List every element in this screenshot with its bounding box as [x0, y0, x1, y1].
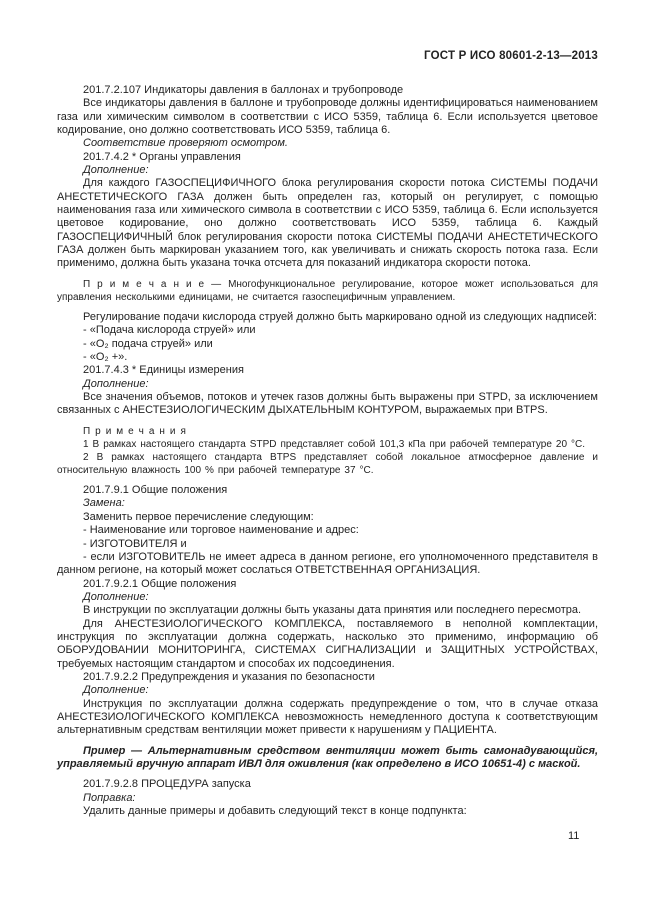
paragraph: Удалить данные примеры и добавить следующий текст в конце подпункта:	[83, 805, 467, 818]
amendment-label: Дополнение:	[83, 684, 149, 697]
note-item: 1 В рамках настоящего стандарта STPD представляет собой 101,3 кПа при рабочей температуре 20 °С.	[83, 438, 586, 450]
amendment-label: Поправка:	[83, 791, 136, 804]
list-item: - Наименование или торговое наименование и адрес:	[83, 524, 359, 537]
paragraph: Для АНЕСТЕЗИОЛОГИЧЕСКОГО КОМПЛЕКСА, поставляемого в неполной комплектации, инструкция по эксплуатации должна содержать, насколько это применимо, информацию об ОБОРУДОВАНИИ МОНИТОРИНГА, СИСТЕМАХ СИГНАЛИЗАЦИИ и ЗАЩИТНЫХ УСТРОЙСТВАХ, требуемых настоящим стандартом и способах их подсоединения.	[57, 617, 598, 670]
amendment-label: Дополнение:	[83, 164, 149, 177]
clause-heading: 201.7.9.2.1 Общие положения	[83, 577, 237, 590]
paragraph: Для каждого ГАЗОСПЕЦИФИЧНОГО блока регулирования скорости потока СИСТЕМЫ ПОДАЧИ АНЕСТЕТИЧЕСКОГО ГАЗА должен быть определен газ, который он регулирует, с помощью наименования газа или химического символа в соответствии с ИСО 5359, таблица 6. Если используется цветовое кодирование, оно должно соответствовать ИСО 5359, таблица 6. Каждый ГАЗОСПЕЦИФИЧНЫЙ блок регулирования скорости потока СИСТЕМЫ ПОДАЧИ АНЕСТЕТИЧЕСКОГО ГАЗА должен быть маркирован указанием того, как увеличивать и снижать скорость потока газа. Если применимо, должна быть указана точка отсчета для показаний индикатора скорости потока.	[57, 177, 598, 270]
notes-title: П р и м е ч а н и я	[83, 425, 187, 437]
list-item: - «О₂ +».	[83, 351, 128, 364]
document-body	[57, 84, 598, 818]
running-header: ГОСТ Р ИСО 80601-2-13—2013	[424, 50, 598, 62]
note-item: 2 В рамках настоящего стандарта BTPS представляет собой локальное атмосферное давление и относительную влажность 100 % при рабочей температуре 37 °С.	[57, 451, 598, 477]
clause-heading: 201.7.4.2 * Органы управления	[83, 150, 241, 163]
paragraph: Все индикаторы давления в баллоне и трубопроводе должны идентифицироваться наименованием газа или химическим символом в соответствии с ИСО 5359, таблица 6. Если используется цветовое кодирование, оно должно соответствовать ИСО 5359, таблица 6.	[57, 97, 598, 137]
amendment-label: Дополнение:	[83, 377, 149, 390]
clause-heading: 201.7.9.2.8 ПРОЦЕДУРА запуска	[83, 778, 251, 791]
list-item: - ИЗГОТОВИТЕЛЯ и	[83, 537, 187, 550]
list-item: - «Подача кислорода струей» или	[83, 324, 256, 337]
amendment-label: Замена:	[83, 497, 125, 510]
paragraph: - если ИЗГОТОВИТЕЛЬ не имеет адреса в данном регионе, его уполномоченного представителя в данном регионе, на который может сослаться ОТВЕТСТВЕННАЯ ОРГАНИЗАЦИЯ.	[57, 550, 598, 577]
list-item: - «О₂ подача струей» или	[83, 337, 213, 350]
paragraph: Все значения объемов, потоков и утечек газов должны быть выражены при STPD, за исключением связанных с АНЕСТЕЗИОЛОГИЧЕСКИМ ДЫХАТЕЛЬНЫМ КОНТУРОМ, выражаемых при BTPS.	[57, 391, 598, 417]
page-number: 11	[568, 830, 580, 842]
clause-heading: 201.7.9.2.2 Предупреждения и указания по безопасности	[83, 670, 375, 683]
clause-heading: 201.7.9.1 Общие положения	[83, 484, 228, 497]
paragraph: Заменить первое перечисление следующим:	[83, 510, 314, 523]
paragraph: Инструкция по эксплуатации должна содержать предупреждение о том, что в случае отказа АНЕСТЕЗИОЛОГИЧЕСКОГО КОМПЛЕКСА невозможность немедленного доступа к соответствующим альтернативным средствам вентиляции может привести к нарушениям у ПАЦИЕНТА.	[57, 697, 598, 737]
clause-heading: 201.7.4.3 * Единицы измерения	[83, 364, 244, 377]
amendment-label: Дополнение:	[83, 590, 149, 603]
example: Пример — Альтернативным средством вентиляции может быть самонадувающийся, управляемый вручную аппарат ИВЛ для оживления (как определено в ИСО 10651-4) с маской.	[57, 744, 598, 770]
paragraph: Регулирование подачи кислорода струей должно быть маркировано одной из следующих надписей:	[83, 311, 597, 323]
notes-block	[57, 425, 598, 477]
paragraph: В инструкции по эксплуатации должны быть указаны дата принятия или последнего пересмотра.	[83, 604, 582, 617]
amendment-label: Соответствие проверяют осмотром.	[83, 137, 288, 150]
clause-heading: 201.7.2.107 Индикаторы давления в баллонах и трубопроводе	[83, 84, 404, 96]
note: П р и м е ч а н и е — Многофункциональное регулирование, которое может использоваться для управления несколькими единицами, не считается газоспецифичным управлением.	[57, 278, 598, 303]
document-content	[57, 50, 598, 818]
